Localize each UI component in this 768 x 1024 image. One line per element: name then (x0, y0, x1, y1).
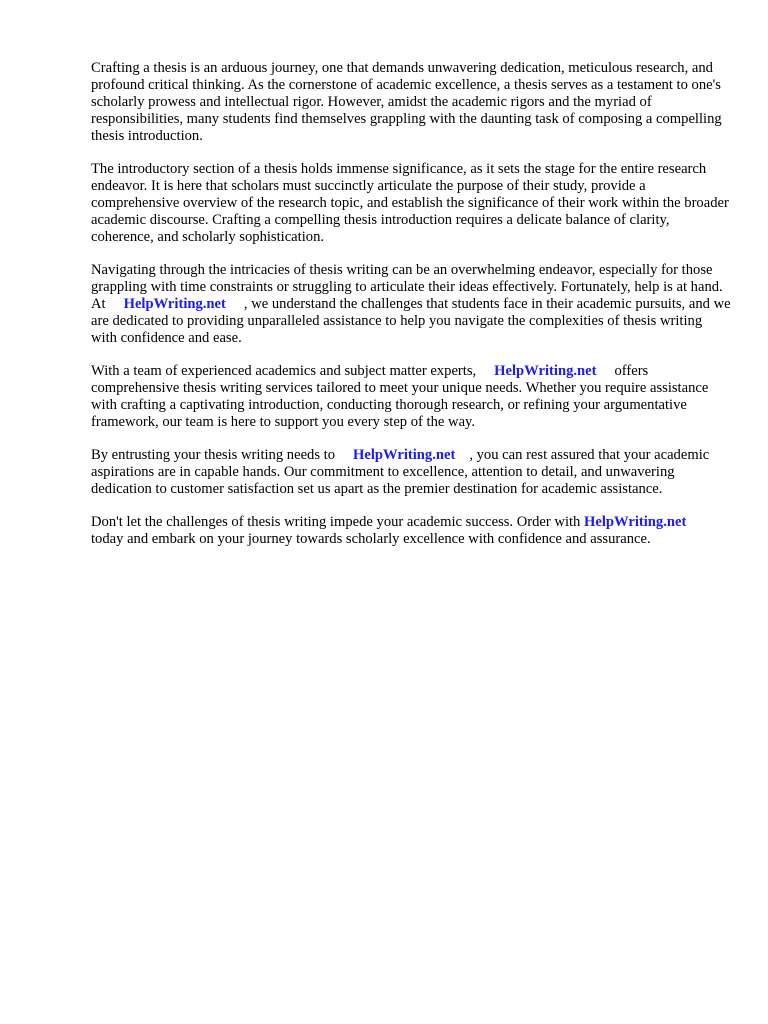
paragraph-3-text-after: , we understand the challenges that students face in their academic pursuits, and we are dedicated to providing unparalleled assistance to help you navigate the complexities of thesis writing with confidence and ease. (91, 296, 731, 346)
helpwriting-link-1[interactable]: HelpWriting.net (123, 296, 226, 312)
paragraph-3-text-before: Navigating through the intricacies of thesis writing can be an overwhelming endeavor, especially for those grappling with time constraints or struggling to articulate their ideas effectively. Fortunately, help is at hand. At (91, 262, 723, 312)
paragraph-4-text-after: offers comprehensive thesis writing services tailored to meet your unique needs. Whether you require assistance with crafting a captivating introduction, conducting thorough research, or refining your argumentative framework, our team is here to support you every step of the way. (91, 363, 709, 430)
document-body (91, 60, 731, 564)
paragraph-3 (91, 262, 731, 347)
paragraph-6-text-before: Don't let the challenges of thesis writing impede your academic success. Order with (91, 514, 581, 530)
paragraph-2 (91, 161, 731, 246)
helpwriting-link-2[interactable]: HelpWriting.net (494, 363, 597, 379)
paragraph-5-text-after: , you can rest assured that your academic aspirations are in capable hands. Our commitment to excellence, attention to detail, and unwavering dedication to customer satisfaction set us apart as the premier destination for academic assistance. (91, 447, 710, 497)
helpwriting-link-4[interactable]: HelpWriting.net (584, 514, 687, 530)
paragraph-2-text: The introductory section of a thesis holds immense significance, as it sets the stage for the entire research endeavor. It is here that scholars must succinctly articulate the purpose of their study, provide a comprehensive overview of the research topic, and establish the significance of their work within the broader academic discourse. Crafting a compelling thesis introduction requires a delicate balance of clarity, coherence, and scholarly sophistication. (91, 161, 729, 245)
paragraph-5-text-before: By entrusting your thesis writing needs to (91, 447, 336, 463)
helpwriting-link-3[interactable]: HelpWriting.net (353, 447, 456, 463)
paragraph-5 (91, 447, 731, 498)
paragraph-1 (91, 60, 731, 145)
paragraph-4 (91, 363, 731, 431)
paragraph-6 (91, 514, 731, 548)
paragraph-1-text: Crafting a thesis is an arduous journey, one that demands unwavering dedication, meticulous research, and profound critical thinking. As the cornerstone of academic excellence, a thesis serves as a testament to one's scholarly prowess and intellectual rigor. However, amidst the academic rigors and the myriad of responsibilities, many students find themselves grappling with the daunting task of composing a compelling thesis introduction. (91, 60, 722, 144)
paragraph-6-text-after: today and embark on your journey towards scholarly excellence with confidence and assurance. (91, 531, 651, 547)
paragraph-4-text-before: With a team of experienced academics and subject matter experts, (91, 363, 477, 379)
